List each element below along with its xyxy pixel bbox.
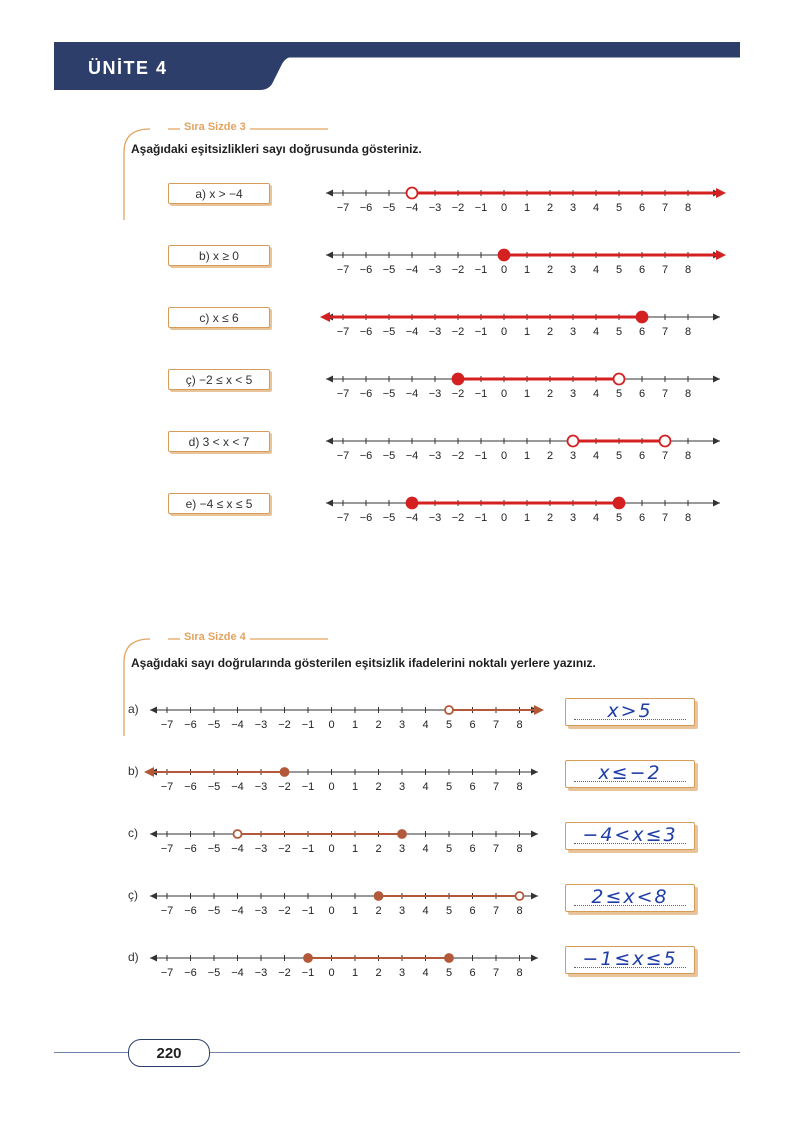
sec4-row-tick-label: 1 <box>351 719 359 731</box>
sec4-row-tick-label: 7 <box>492 967 500 979</box>
sec4-row-tick-label: 0 <box>328 905 335 917</box>
sec4-row-end-point <box>516 892 524 900</box>
sec4-row-end-point <box>445 954 453 962</box>
sec4-row-tick-label: −4 <box>231 719 244 731</box>
sec3-row-tick-label: −7 <box>336 512 350 524</box>
sec4-row-tick-label: 8 <box>516 905 523 917</box>
sec3-row-number-line <box>320 429 730 465</box>
sec3-row-tick-label: 1 <box>523 202 531 214</box>
sec3-row-axis-arrow-left <box>326 190 333 197</box>
sec3-row-tick-label: −3 <box>428 388 442 400</box>
sec3-row-axis-arrow-left <box>326 438 333 445</box>
inequality-label: b) x ≥ 0 <box>168 245 270 266</box>
sec4-row-start-point <box>375 892 383 900</box>
sec4-row-tick-label: −1 <box>301 781 315 793</box>
sec4-row-tick-label: 0 <box>328 843 335 855</box>
answer-box[interactable] <box>565 884 695 912</box>
inequality-label: a) x > −4 <box>168 183 270 204</box>
sec4-row-tick-label: −3 <box>254 781 268 793</box>
page-number-text: 220 <box>156 1044 182 1062</box>
sec4-row-tick-label: −3 <box>254 905 268 917</box>
sec4-row-tick-label: 3 <box>398 905 406 917</box>
sec4-row-tick-label: 2 <box>375 967 382 979</box>
sec3-row-tick-label: 0 <box>500 450 508 462</box>
sec4-row-tick-label: −6 <box>184 843 197 855</box>
sec3-row-tick-label: 0 <box>500 512 508 524</box>
sec4-row-tick-label: −5 <box>207 781 221 793</box>
sec4-row-tick-label: 4 <box>422 843 429 855</box>
sec3-row-tick-label: 2 <box>546 388 554 400</box>
sec3-row-tick-label: 3 <box>569 512 577 524</box>
sec4-row-tick-label: −1 <box>301 905 315 917</box>
sec3-row-tick-label: 6 <box>638 264 646 276</box>
section3-bracket <box>118 122 338 222</box>
sec3-row-tick-label: 3 <box>569 326 577 338</box>
sec3-row-axis-arrow-left <box>326 376 333 383</box>
sec4-row-tick-label: 1 <box>351 905 359 917</box>
sec4-row-tick-label: −6 <box>184 719 197 731</box>
sec4-row-tick-label: −5 <box>207 967 221 979</box>
sec3-row-tick-label: −1 <box>474 326 488 338</box>
sec3-row-tick-label: 2 <box>546 450 554 462</box>
sec3-row-tick-label: −5 <box>382 388 396 400</box>
sec3-row-tick-label: 7 <box>661 450 669 462</box>
sec4-row-tick-label: 5 <box>445 719 453 731</box>
sec3-row-start-point <box>499 250 510 261</box>
sec4-row-tick-label: −2 <box>278 719 291 731</box>
sec3-row-tick-label: 5 <box>615 264 623 276</box>
sec3-row-axis-arrow-right <box>713 438 720 445</box>
sec4-row-tick-label: −3 <box>254 843 268 855</box>
sec3-row-tick-label: 5 <box>615 202 623 214</box>
sec4-row-tick-label: −5 <box>207 843 221 855</box>
sec4-row-tick-label: 3 <box>398 967 406 979</box>
sec4-row-number-line <box>146 946 546 982</box>
sec3-row-tick-label: 5 <box>615 512 623 524</box>
sec4-row-tick-label: 3 <box>398 781 406 793</box>
sec3-row-end-point <box>660 436 671 447</box>
sec4-row-tick-label: −5 <box>207 719 221 731</box>
sec4-row-tick-label: 0 <box>328 781 335 793</box>
sec4-row-end-point <box>281 768 289 776</box>
sec3-row-tick-label: −5 <box>382 326 396 338</box>
sec4-row-tick-label: 4 <box>422 781 429 793</box>
sec4-row-tick-label: 6 <box>469 905 476 917</box>
sec4-row-tick-label: 5 <box>445 843 453 855</box>
sec4-row-tick-label: 3 <box>398 719 406 731</box>
sec3-row-number-line <box>320 305 730 341</box>
row-letter: d) <box>128 950 139 964</box>
sec4-row-tick-label: 8 <box>516 967 523 979</box>
sec4-row-tick-label: −1 <box>301 719 315 731</box>
sec3-row-axis-arrow-left <box>326 252 333 259</box>
sec4-row-tick-label: 0 <box>328 967 335 979</box>
sec4-row-axis-arrow-right <box>531 893 538 900</box>
sec3-row-tick-label: −6 <box>359 388 373 400</box>
sec4-row-tick-label: 4 <box>422 905 429 917</box>
sec3-row-tick-label: −6 <box>359 202 373 214</box>
sec3-row-tick-label: 1 <box>523 264 531 276</box>
footer-rule-left <box>54 1052 130 1053</box>
sec4-row-tick-label: 7 <box>492 781 500 793</box>
sec3-row-end-point <box>637 312 648 323</box>
sec4-row-tick-label: 1 <box>351 781 359 793</box>
sec4-row-tick-label: −1 <box>301 843 315 855</box>
sec3-row-tick-label: −5 <box>382 264 396 276</box>
sec4-row-tick-label: −7 <box>160 905 174 917</box>
sec4-row-tick-label: 8 <box>516 719 523 731</box>
sec3-row-tick-label: −3 <box>428 450 442 462</box>
handwritten-answer: −4<x≤3 <box>582 824 678 846</box>
sec4-row-tick-label: 7 <box>492 719 500 731</box>
sec3-row-start-point <box>407 188 418 199</box>
sec3-row-tick-label: 6 <box>638 388 646 400</box>
sec3-row-tick-label: 8 <box>684 264 692 276</box>
inequality-label: d) 3 < x < 7 <box>168 431 270 452</box>
sec3-row-tick-label: −3 <box>428 326 442 338</box>
row-letter: c) <box>128 826 138 840</box>
sec3-row-tick-label: −4 <box>405 512 419 524</box>
sec4-row-end-point <box>398 830 406 838</box>
sec3-row-tick-label: −1 <box>474 264 488 276</box>
sec4-row-tick-label: −1 <box>301 967 315 979</box>
sec3-row-tick-label: −3 <box>428 264 442 276</box>
sec3-row-tick-label: 0 <box>500 202 508 214</box>
sec4-row-axis-arrow-right <box>531 955 538 962</box>
sec3-row-tick-label: 7 <box>661 388 669 400</box>
sec3-row-tick-label: 8 <box>684 512 692 524</box>
sec4-row-number-line <box>146 884 546 920</box>
sec3-row-tick-label: −7 <box>336 264 350 276</box>
sec3-row-tick-label: 4 <box>592 202 600 214</box>
sec4-row-start-point <box>304 954 312 962</box>
sec3-row-number-line <box>320 243 730 279</box>
sec4-row-tick-label: −6 <box>184 967 197 979</box>
sec3-row-tick-label: 8 <box>684 202 692 214</box>
sec4-row-tick-label: 4 <box>422 967 429 979</box>
sec3-row-tick-label: 2 <box>546 326 554 338</box>
sec4-row-tick-label: −7 <box>160 843 174 855</box>
sec4-row-tick-label: 2 <box>375 719 382 731</box>
sec3-row-tick-label: 2 <box>546 202 554 214</box>
sec3-row-tick-label: 6 <box>638 512 646 524</box>
sec3-row-axis-arrow-right <box>713 500 720 507</box>
unit-label: ÜNİTE 4 <box>88 58 168 78</box>
footer-rule-right <box>206 1052 740 1053</box>
sec3-row-tick-label: −4 <box>405 450 419 462</box>
page-number <box>128 1039 210 1067</box>
sec3-row-number-line <box>320 367 730 403</box>
sec4-row-tick-label: −2 <box>278 781 291 793</box>
sec4-row-number-line <box>146 698 546 734</box>
sec3-row-tick-label: 4 <box>592 388 600 400</box>
sec3-row-axis-arrow-right <box>713 314 720 321</box>
sec3-row-tick-label: 5 <box>615 450 623 462</box>
sec3-row-tick-label: 4 <box>592 512 600 524</box>
sec4-row-tick-label: −2 <box>278 843 291 855</box>
sec3-row-tick-label: 4 <box>592 450 600 462</box>
sec3-row-start-point <box>407 498 418 509</box>
sec4-row-number-line <box>146 822 546 858</box>
sec4-row-tick-label: 5 <box>445 905 453 917</box>
handwritten-answer: −1≤x≤5 <box>582 948 678 970</box>
sec4-row-tick-label: 6 <box>469 719 476 731</box>
sec4-row-tick-label: 2 <box>375 781 382 793</box>
inequality-label: c) x ≤ 6 <box>168 307 270 328</box>
sec3-row-tick-label: −1 <box>474 450 488 462</box>
row-letter: ç) <box>128 888 138 902</box>
sec3-row-tick-label: 1 <box>523 512 531 524</box>
sec4-row-solution-arrow <box>144 767 154 777</box>
sec3-row-tick-label: 2 <box>546 264 554 276</box>
handwritten-answer: x≤−2 <box>598 762 662 784</box>
sec4-row-tick-label: −6 <box>184 905 197 917</box>
sec3-row-tick-label: 4 <box>592 264 600 276</box>
sec4-row-tick-label: −6 <box>184 781 197 793</box>
sec3-row-tick-label: 8 <box>684 326 692 338</box>
sec3-row-tick-label: 6 <box>638 450 646 462</box>
sec4-row-start-point <box>234 830 242 838</box>
sec4-row-tick-label: −3 <box>254 967 268 979</box>
sec3-row-tick-label: −7 <box>336 202 350 214</box>
sec3-row-tick-label: 0 <box>500 264 508 276</box>
sec4-row-axis-arrow-left <box>150 955 157 962</box>
sec3-row-tick-label: 6 <box>638 326 646 338</box>
sec3-row-tick-label: −2 <box>451 202 465 214</box>
sec4-row-tick-label: 1 <box>351 967 359 979</box>
sec3-row-solution-arrow <box>320 312 330 322</box>
sec4-row-tick-label: 6 <box>469 967 476 979</box>
sec3-row-solution-arrow <box>716 188 726 198</box>
sec4-row-tick-label: −4 <box>231 967 244 979</box>
sec4-row-tick-label: 7 <box>492 905 500 917</box>
sec4-row-tick-label: −2 <box>278 967 291 979</box>
sec3-row-tick-label: −2 <box>451 450 465 462</box>
sec3-row-tick-label: −5 <box>382 512 396 524</box>
sec3-row-tick-label: −7 <box>336 450 350 462</box>
sec3-row-number-line <box>320 181 730 217</box>
inequality-label: e) −4 ≤ x ≤ 5 <box>168 493 270 514</box>
answer-box[interactable] <box>565 760 695 788</box>
sec3-row-tick-label: −5 <box>382 450 396 462</box>
row-letter: b) <box>128 764 139 778</box>
sec4-row-tick-label: 4 <box>422 719 429 731</box>
sec3-row-start-point <box>568 436 579 447</box>
sec3-row-tick-label: 7 <box>661 512 669 524</box>
sec4-row-tick-label: 6 <box>469 843 476 855</box>
sec3-row-tick-label: −4 <box>405 326 419 338</box>
sec3-row-tick-label: −2 <box>451 326 465 338</box>
sec3-row-tick-label: −3 <box>428 512 442 524</box>
sec3-row-tick-label: −2 <box>451 264 465 276</box>
sec3-row-tick-label: 4 <box>592 326 600 338</box>
sec3-row-tick-label: −4 <box>405 202 419 214</box>
answer-box[interactable] <box>565 698 695 726</box>
sec3-row-tick-label: −5 <box>382 202 396 214</box>
sec3-row-tick-label: 7 <box>661 202 669 214</box>
sec3-row-tick-label: 2 <box>546 512 554 524</box>
sec3-row-tick-label: 3 <box>569 450 577 462</box>
section3-title: Sıra Sizde 3 <box>180 121 250 133</box>
sec3-row-tick-label: −4 <box>405 388 419 400</box>
sec4-row-tick-label: 8 <box>516 843 523 855</box>
sec4-row-start-point <box>445 706 453 714</box>
sec4-row-tick-label: −4 <box>231 843 244 855</box>
unit-banner <box>0 0 800 100</box>
sec3-row-end-point <box>614 498 625 509</box>
sec3-row-tick-label: −6 <box>359 326 373 338</box>
answer-box[interactable] <box>565 822 695 850</box>
sec4-row-tick-label: 5 <box>445 781 453 793</box>
sec4-row-tick-label: 5 <box>445 967 453 979</box>
sec3-row-tick-label: 7 <box>661 326 669 338</box>
sec3-row-tick-label: −1 <box>474 388 488 400</box>
sec4-row-tick-label: −7 <box>160 781 174 793</box>
sec3-row-tick-label: 6 <box>638 202 646 214</box>
sec4-row-tick-label: 7 <box>492 843 500 855</box>
sec3-row-tick-label: −1 <box>474 202 488 214</box>
inequality-label: ç) −2 ≤ x < 5 <box>168 369 270 390</box>
sec3-row-tick-label: −2 <box>451 512 465 524</box>
sec3-row-tick-label: −7 <box>336 388 350 400</box>
sec3-row-tick-label: 7 <box>661 264 669 276</box>
sec3-row-tick-label: 3 <box>569 202 577 214</box>
sec3-row-tick-label: −1 <box>474 512 488 524</box>
sec3-row-tick-label: 8 <box>684 450 692 462</box>
sec4-row-axis-arrow-left <box>150 831 157 838</box>
sec3-row-number-line <box>320 491 730 527</box>
sec4-row-axis-arrow-left <box>150 707 157 714</box>
sec4-row-tick-label: 6 <box>469 781 476 793</box>
sec3-row-tick-label: 1 <box>523 450 531 462</box>
sec4-row-tick-label: −3 <box>254 719 268 731</box>
sec4-row-tick-label: 2 <box>375 905 382 917</box>
sec4-row-tick-label: −7 <box>160 719 174 731</box>
sec4-row-tick-label: 0 <box>328 719 335 731</box>
sec4-row-tick-label: 8 <box>516 781 523 793</box>
sec3-row-tick-label: 8 <box>684 388 692 400</box>
sec3-row-axis-arrow-right <box>713 376 720 383</box>
sec3-row-tick-label: 5 <box>615 326 623 338</box>
sec3-row-tick-label: −6 <box>359 264 373 276</box>
answer-box[interactable] <box>565 946 695 974</box>
sec4-row-axis-arrow-right <box>531 831 538 838</box>
sec3-row-tick-label: 5 <box>615 388 623 400</box>
sec4-row-tick-label: −7 <box>160 967 174 979</box>
sec3-row-end-point <box>614 374 625 385</box>
sec3-row-tick-label: 1 <box>523 326 531 338</box>
sec3-row-tick-label: −4 <box>405 264 419 276</box>
sec3-row-tick-label: 0 <box>500 326 508 338</box>
sec4-row-solution-arrow <box>534 705 544 715</box>
sec3-row-tick-label: 3 <box>569 388 577 400</box>
sec3-row-tick-label: 0 <box>500 388 508 400</box>
handwritten-answer: 2≤x<8 <box>591 886 669 908</box>
sec4-row-number-line <box>146 760 546 796</box>
sec3-row-tick-label: −6 <box>359 512 373 524</box>
sec4-row-axis-arrow-right <box>531 769 538 776</box>
section4-title: Sıra Sizde 4 <box>180 631 250 643</box>
sec3-row-start-point <box>453 374 464 385</box>
handwritten-answer: x>5 <box>607 700 653 722</box>
sec3-row-tick-label: 1 <box>523 388 531 400</box>
sec3-row-tick-label: −6 <box>359 450 373 462</box>
section3-instruction: Aşağıdaki eşitsizlikleri sayı doğrusunda gösteriniz. <box>131 142 422 156</box>
sec4-row-tick-label: 2 <box>375 843 382 855</box>
sec3-row-axis-arrow-left <box>326 500 333 507</box>
sec4-row-tick-label: −4 <box>231 905 244 917</box>
sec3-row-tick-label: −3 <box>428 202 442 214</box>
sec4-row-tick-label: 1 <box>351 843 359 855</box>
section4-instruction: Aşağıdaki sayı doğrularında gösterilen eşitsizlik ifadelerini noktalı yerlere yazınız. <box>131 656 596 670</box>
sec3-row-solution-arrow <box>716 250 726 260</box>
sec4-row-tick-label: 3 <box>398 843 406 855</box>
sec3-row-tick-label: 3 <box>569 264 577 276</box>
sec3-row-tick-label: −7 <box>336 326 350 338</box>
sec4-row-tick-label: −2 <box>278 905 291 917</box>
sec3-row-tick-label: −2 <box>451 388 465 400</box>
sec4-row-axis-arrow-left <box>150 893 157 900</box>
row-letter: a) <box>128 702 139 716</box>
sec4-row-tick-label: −5 <box>207 905 221 917</box>
sec4-row-tick-label: −4 <box>231 781 244 793</box>
